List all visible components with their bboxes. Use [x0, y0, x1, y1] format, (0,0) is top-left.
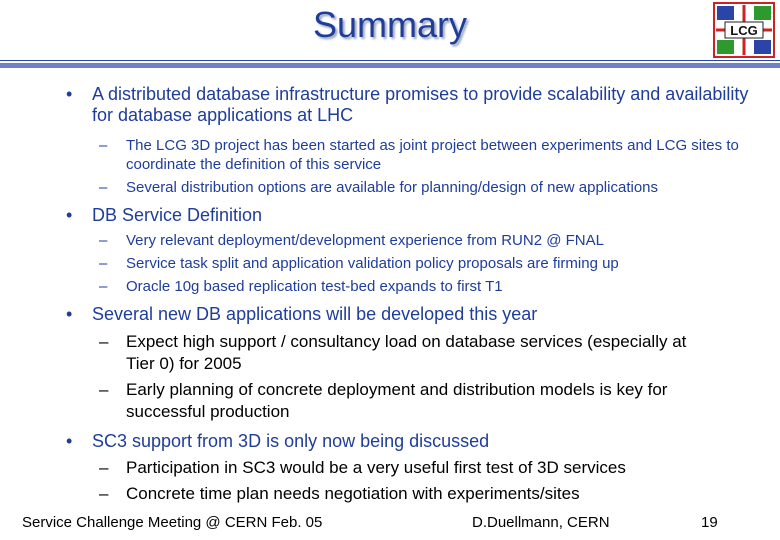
sub-bullet-text: Participation in SC3 would be a very useful first test of 3D services [126, 458, 626, 477]
bullet-item [58, 304, 758, 325]
bullet-text: A distributed database infrastructure promises to provide scalability and availability for database applications at LHC [92, 84, 749, 125]
bullet-marker: • [66, 205, 73, 225]
dash-marker: – [99, 137, 108, 154]
bullet-text: SC3 support from 3D is only now being discussed [92, 431, 490, 451]
dash-marker: – [99, 380, 109, 399]
sub-bullet-text: Early planning of concrete deployment and distribution models is key for successful production [126, 380, 668, 421]
dash-marker: – [99, 278, 108, 295]
sub-bullet-item [58, 331, 758, 375]
sub-bullet-item [58, 178, 758, 197]
sub-bullet-item [58, 254, 758, 273]
sub-bullet-item [58, 277, 758, 296]
bullet-item [58, 431, 758, 452]
bullet-marker: • [66, 84, 73, 104]
sub-bullet-item [58, 231, 758, 250]
sub-bullet-text: Service task split and application validation policy proposals are firming up [126, 255, 619, 272]
title-rule-thick [0, 63, 780, 68]
sub-bullet-item [58, 136, 758, 174]
sub-bullet-item [58, 483, 758, 505]
footer-author: D.Duellmann, CERN [472, 514, 610, 531]
footer-page-number: 19 [701, 514, 718, 531]
dash-marker: – [99, 179, 108, 196]
dash-marker: – [99, 484, 109, 503]
title-rule-thin [0, 60, 780, 61]
dash-marker: – [99, 232, 108, 249]
sub-bullet-item [58, 457, 758, 479]
lcg-logo-text: LCG [730, 23, 758, 38]
sub-bullet-text: Several distribution options are available for planning/design of new applications [126, 179, 659, 196]
sub-bullet-item [58, 379, 758, 423]
sub-bullet-text: Oracle 10g based replication test-bed expands to first T1 [126, 278, 503, 295]
bullet-marker: • [66, 431, 73, 451]
slide-body [58, 84, 758, 505]
bullet-item [58, 84, 758, 126]
bullet-marker: • [66, 304, 73, 324]
bullet-text: DB Service Definition [92, 205, 263, 225]
slide-title: Summary [312, 4, 468, 45]
dash-marker: – [99, 332, 109, 351]
footer-event: Service Challenge Meeting @ CERN Feb. 05 [22, 514, 323, 531]
lcg-logo [713, 2, 775, 58]
sub-bullet-text: Expect high support / consultancy load on database services (especially at Tier 0) for 2005 [126, 332, 687, 373]
bullet-item [58, 205, 758, 226]
sub-bullet-text: The LCG 3D project has been started as joint project between experiments and LCG sites to coordinate the definition of this service [126, 137, 739, 173]
dash-marker: – [99, 255, 108, 272]
bullet-text: Several new DB applications will be developed this year [92, 304, 538, 324]
sub-bullet-text: Concrete time plan needs negotiation with experiments/sites [126, 484, 580, 503]
dash-marker: – [99, 458, 109, 477]
sub-bullet-text: Very relevant deployment/development experience from RUN2 @ FNAL [126, 232, 604, 249]
